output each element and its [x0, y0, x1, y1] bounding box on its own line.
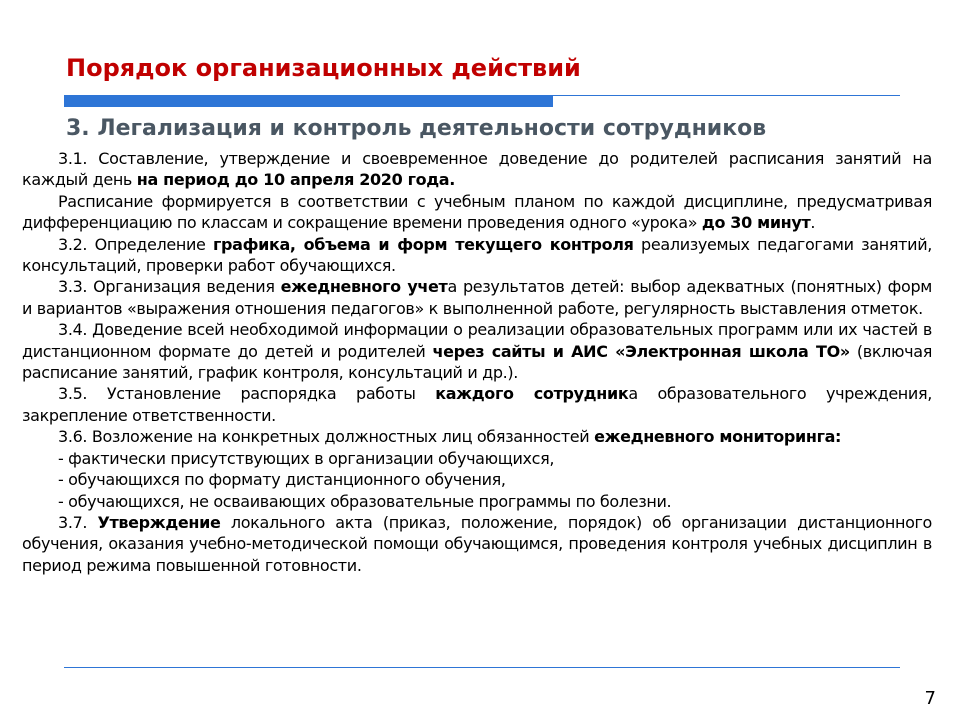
text-run: а образовательного учреждения, закрепление ответственности.	[22, 384, 932, 425]
text-run: - фактически присутствующих в организации обучающихся,	[58, 448, 555, 468]
paragraph-3-2	[22, 234, 932, 277]
text-run: 3.4. Доведение всей необходимой информации о реализации образовательных программ или их частей в дистанционном формате до детей и родителей	[22, 320, 932, 361]
text-run: - обучающихся по формату дистанционного обучения,	[58, 470, 506, 490]
text-run: 3.2. Определение	[58, 234, 214, 254]
section-subtitle: 3. Легализация и контроль деятельности сотрудников	[66, 116, 767, 141]
text-run: 3.7.	[58, 512, 98, 532]
page-number: 7	[924, 688, 936, 709]
text-run: Расписание формируется в соответствии с учебным планом по каждой дисциплине, предусматривая дифференциацию по классам и сокращение времени проведения одного «урока»	[22, 191, 932, 233]
text-run: реализуемых педагогами занятий, консультаций, проверки работ обучающихся.	[22, 234, 932, 276]
paragraph-3-6	[22, 426, 932, 447]
text-run: 3.6. Возложение на конкретных должностных лиц обязанностей	[58, 427, 595, 447]
text-run-bold: до 30 минут	[701, 213, 811, 233]
text-run: 3.5. Установление распорядка работы	[58, 384, 436, 404]
text-run-bold: Утверждение	[97, 512, 221, 532]
text-run-bold: графика, объема и форм текущего контроля	[213, 234, 634, 254]
list-item-monitoring	[22, 469, 932, 490]
paragraph-schedule	[22, 191, 932, 234]
paragraph-3-7	[22, 512, 932, 576]
text-run: локального акта (приказ, положение, порядок) об организации дистанционного обучения, оказания учебно-методической помощи обучающимся, проведения контроля учебных дисциплин в период режима повышенной готовности.	[22, 512, 932, 575]
slide-title: Порядок организационных действий	[66, 54, 581, 82]
paragraph-3-5	[22, 383, 932, 426]
title-underline-line	[553, 95, 900, 96]
text-run-bold: ежедневного мониторинга:	[594, 427, 842, 447]
text-run-bold: на период до 10 апреля 2020 года.	[136, 170, 455, 190]
text-run-bold: ежедневного учет	[280, 277, 448, 297]
text-run: 3.1. Составление, утверждение и своевременное доведение до родителей расписания занятий на каждый день	[22, 149, 932, 190]
text-run: 3.3. Организация ведения	[58, 277, 281, 297]
body-text	[22, 148, 932, 576]
text-run: а результатов детей: выбор адекватных (понятных) форм и вариантов «выражения отношения педагогов» к выполненной работе, регулярность выставления отметок.	[22, 277, 932, 318]
paragraph-3-1	[22, 148, 932, 191]
footer-line	[64, 667, 900, 668]
paragraph-3-3	[22, 276, 932, 319]
text-run: (включая расписание занятий, график контроля, консультаций и др.).	[22, 341, 932, 383]
text-run-bold: через сайты и АИС «Электронная школа ТО»	[432, 341, 850, 361]
text-run: .	[810, 213, 816, 233]
title-underline-bar	[64, 95, 553, 107]
text-run: - обучающихся, не осваивающих образовательные программы по болезни.	[58, 491, 672, 511]
list-item-monitoring	[22, 491, 932, 512]
text-run-bold: каждого сотрудник	[435, 384, 629, 404]
list-item-monitoring	[22, 448, 932, 469]
paragraph-3-4	[22, 319, 932, 383]
